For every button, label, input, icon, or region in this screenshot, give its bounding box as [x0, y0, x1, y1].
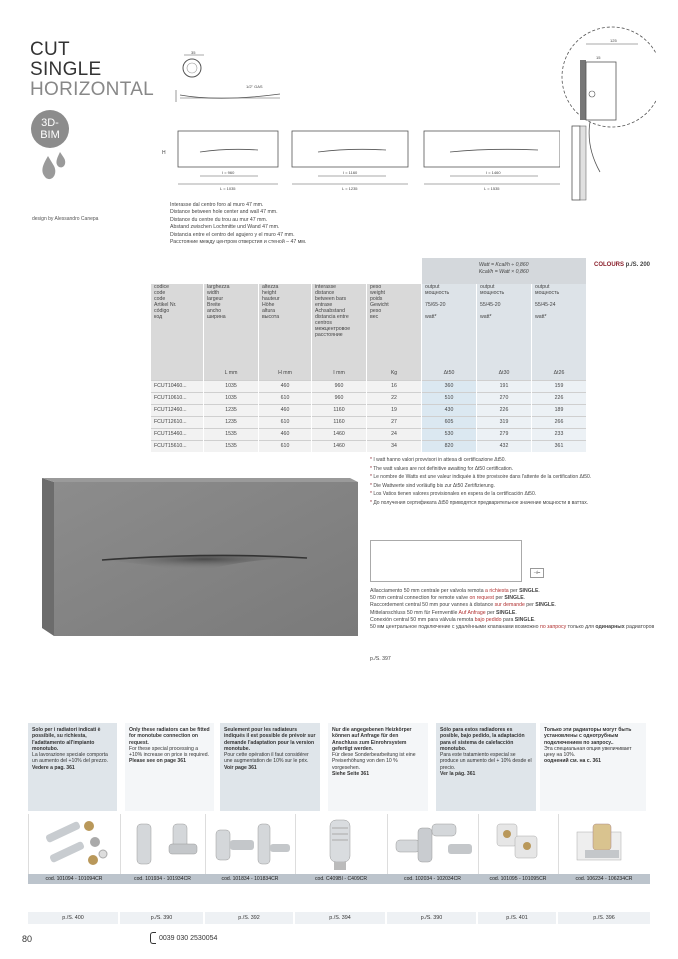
title-line-3: HORIZONTAL: [30, 79, 155, 100]
side-dim-15: 15: [596, 55, 601, 60]
unit-t30: Δt30: [477, 370, 532, 381]
wall-distance-fr: Distance du centre du trou au mur 47 mm.: [170, 216, 268, 223]
product-page-7[interactable]: p./S. 396: [558, 912, 650, 924]
product-image-7[interactable]: [558, 814, 651, 874]
note-fr: Le nombre de Watts est une valeur indiquée à titre provisoire dans l'attente de la certification Δt50.: [373, 474, 592, 481]
product-image-3[interactable]: [205, 814, 296, 874]
front-3-l: L = 1535: [484, 186, 500, 191]
unit-weight: Kg: [367, 370, 422, 381]
valve-connection-drawing: [370, 540, 522, 582]
top-view-drawing: [160, 50, 310, 110]
wall-distance-ru: Расстояние между центром отверстия и стеной – 47 мм.: [170, 239, 307, 246]
phone-icon: [150, 932, 156, 944]
unit-t26: Δt26: [532, 370, 587, 381]
header-output-t50: output мощность 75/65-20 watt*: [422, 284, 477, 370]
product-page-3[interactable]: p./S. 392: [205, 912, 293, 924]
product-code-1: cod. 101094 - 101094CR: [45, 876, 103, 882]
product-code-5: cod. 102034 - 102034CR: [404, 876, 461, 882]
monotube-fr: Seulement pour les radiateurs indiqués il est possible de prévoir sur demande l'adaptation pour la version monotube. Pour cette opération il faut considérer une augmentation de 10% sur le prix. Voir page 361: [220, 723, 320, 811]
table-row: FCUT15460... 1535 460 1460 24 530 279 233: [151, 429, 587, 441]
watt-formula-2: Kcal/h = Watt × 0,860: [478, 269, 529, 275]
header-height: altezza height hauteur Höhe altura высота: [259, 284, 312, 370]
header-output-t26: output мощность 55/45-24 watt*: [532, 284, 587, 370]
unit-code: [151, 370, 204, 381]
product-code-6: cod. 101095 - 101095CR: [489, 876, 547, 882]
monotube-de: Nur die angegebenen Heizkörper können auf Anfrage für den Anschluss zum Einrohrsystem gefertigt werden. Für diese Sonderbearbeitung ist eine Preiserhöhung von den 10 % vorgesehen. Siehe Seite 361: [328, 723, 428, 811]
header-width: larghezza width largeur Breite ancho ширина: [204, 284, 259, 370]
header-distance: interasse distance between bars entraxe Achsabstand distancia entre centros межцентровое расстояние: [312, 284, 367, 370]
designer-credit: design by Alessandro Canepa: [32, 216, 99, 222]
bim-badge-line-1: 3D-: [41, 117, 59, 129]
table-row: FCUT10460... 1035 460 960 16 360 191 159: [151, 381, 587, 393]
side-detail-drawing: [556, 22, 656, 202]
unit-distance: I mm: [312, 370, 367, 381]
product-image-1[interactable]: [28, 814, 121, 874]
radiator-image: [42, 478, 362, 640]
product-page-6[interactable]: p./S. 401: [478, 912, 556, 924]
colours-page: p./S. 200: [625, 262, 651, 268]
note-it: I watt hanno valori provvisori in attesa di certificazione Δt50.: [373, 457, 506, 463]
connection-fr: Raccordement central 50 mm pour vannes à distance sur demande per SINGLE.: [370, 602, 557, 609]
table-row: FCUT12610... 1235 610 1160 27 605 319 266: [151, 417, 587, 429]
front-3-i: I = 1460: [486, 170, 501, 175]
colours-link[interactable]: [594, 262, 650, 268]
note-en: The watt values are not definitive awaiting for Δt50 certification.: [373, 465, 514, 472]
title-line-2: SINGLE: [30, 59, 102, 80]
connection-de: Mittelanschluss 50 mm für Fernventile Auf Anfrage per SINGLE.: [370, 609, 517, 616]
product-code-4: cod. C409BI - C409CR: [314, 876, 368, 882]
gas-label: 1/2" GAS: [246, 84, 263, 89]
table-row: FCUT12460... 1235 460 1160 19 430 226 189: [151, 405, 587, 417]
product-code-3: cod. 101834 - 101834CR: [221, 876, 279, 882]
product-pages-bar: [28, 912, 650, 924]
unit-t50: Δt50: [422, 370, 477, 381]
phone-number[interactable]: [150, 932, 217, 944]
watt-formula-1: Watt = Kcal/h ÷ 0,860: [478, 262, 529, 268]
wall-distance-notes: [170, 202, 306, 246]
connection-en: 50 mm central connection for remote valve on request per SINGLE.: [370, 595, 526, 602]
front-2-l: L = 1235: [342, 186, 358, 191]
monotube-it: Solo per i radiatori indicati è possibile, su richiesta, l'adattamento all'impianto monotubo. La lavorazione speciale comporta un aumento del +10% del prezzo. Vedere a pag. 361: [28, 723, 117, 811]
monotube-info-band: [28, 723, 650, 811]
note-es: Los Vatios tienen valores provisionales en espera de la certificación Δt50.: [373, 491, 537, 498]
valve-icon: ⊣⊢: [530, 568, 544, 578]
product-code-7: cod. 106234 - 106234CR: [575, 876, 633, 882]
connection-page-ref[interactable]: p./S. 397: [370, 656, 391, 662]
colours-label: COLOURS: [594, 262, 624, 268]
wall-distance-en: Distance between hole center and wall 47 mm.: [170, 209, 278, 216]
header-output-t30: output мощность 55/45-20 watt*: [477, 284, 532, 370]
wattage-notes: * I watt hanno valori provvisori in attesa di certificazione Δt50. * The watt values are not definitive awaiting for Δt50 certification. * Le nombre de Watts est une valeur indiquée à titre provisoire dans l'attente de la certification Δt50. * Die Wattwerte sind vorläufig bis zur Δt50 Zertifizierung. * Los Vatios tienen valores provisionales en espera de la certificación Δt50. * До получения сертификата Δt50 приводятся предварительное значение мощности в ваттах.: [370, 457, 592, 506]
monotube-ru: Только эти радиаторы могут быть установлены с однотрубным подключением по запросу.. Эта специальная опция увеличивает цену на 10%. ооднений см. на с. 361: [540, 723, 646, 811]
product-image-2[interactable]: [120, 814, 206, 874]
table-row: FCUT15610... 1535 610 1460 34 820 432 361: [151, 441, 587, 453]
h-label: H: [162, 150, 166, 156]
unit-height: H mm: [259, 370, 312, 381]
front-1-l: L = 1035: [220, 186, 236, 191]
unit-width: L mm: [204, 370, 259, 381]
wall-distance-it: Interasse dal centro foro al muro 47 mm.: [170, 202, 264, 208]
connection-notes: [370, 588, 654, 631]
title-line-1: CUT: [30, 39, 70, 60]
product-page-4[interactable]: p./S. 394: [295, 912, 385, 924]
side-dim-125: 125: [610, 38, 617, 43]
wall-distance-es: Distancia entre el centro del agujero y el muro 47 mm.: [170, 231, 295, 238]
connection-es: Conexión central 50 mm para válvula remota bajo pedido para SINGLE.: [370, 616, 536, 623]
monotube-es: Sólo para estos radiadores es posible, bajo pedido, la adaptación para el sistema de calefacción monotubo. Para este tratamiento especial se produce un aumento del + 10% desde el precio. Ver la pág. 361: [436, 723, 536, 811]
front-views-drawing: [160, 126, 560, 196]
product-image-5[interactable]: [387, 814, 479, 874]
front-1-i: I = 960: [222, 170, 235, 175]
connection-it: Allacciamento 50 mm centrale per valvola remota a richiesta per SINGLE.: [370, 588, 540, 594]
product-page-1[interactable]: p./S. 400: [28, 912, 118, 924]
monotube-en: Only these radiators can be fitted for monotube connection on request. For these special processing a +10% increase on price is required. Please see on page 361: [125, 723, 214, 811]
product-code-2: cod. 101934 - 101934CR: [134, 876, 191, 882]
front-2-i: I = 1160: [343, 170, 358, 175]
phone-text: 0039 030 2530054: [159, 934, 218, 942]
wall-distance-de: Abstand zwischen Lochmitte und Wand 47 mm.: [170, 224, 280, 231]
product-title: [30, 40, 154, 100]
spec-table: [150, 258, 586, 452]
product-codes-bar: [28, 874, 650, 884]
product-image-6[interactable]: [478, 814, 559, 874]
header-code: codice code code Artikel Nr. código код: [151, 284, 204, 370]
header-weight: peso weight poids Gewicht peso вес: [367, 284, 422, 370]
product-image-4[interactable]: [295, 814, 388, 874]
water-drops-icon: [38, 150, 68, 186]
note-ru: До получения сертификата Δt50 приводятся предварительное значение мощности в ваттах.: [373, 499, 589, 506]
note-de: Die Wattwerte sind vorläufig bis zur Δt50 Zertifizierung.: [373, 482, 495, 489]
product-page-2[interactable]: p./S. 390: [120, 912, 203, 924]
valve-products-row: [28, 814, 650, 874]
table-row: FCUT10610... 1035 610 960 22 510 270 226: [151, 393, 587, 405]
connection-ru: 50 мм центральное подключение с удалёнными клапанами возможно по запросу только для одинарных радиаторов: [370, 624, 655, 631]
bim-badge-line-2: BIM: [40, 129, 60, 141]
product-page-5[interactable]: p./S. 390: [387, 912, 476, 924]
top-dim-label: 35: [191, 50, 196, 55]
bim-badge[interactable]: [31, 110, 69, 148]
page-number: 80: [22, 934, 33, 944]
